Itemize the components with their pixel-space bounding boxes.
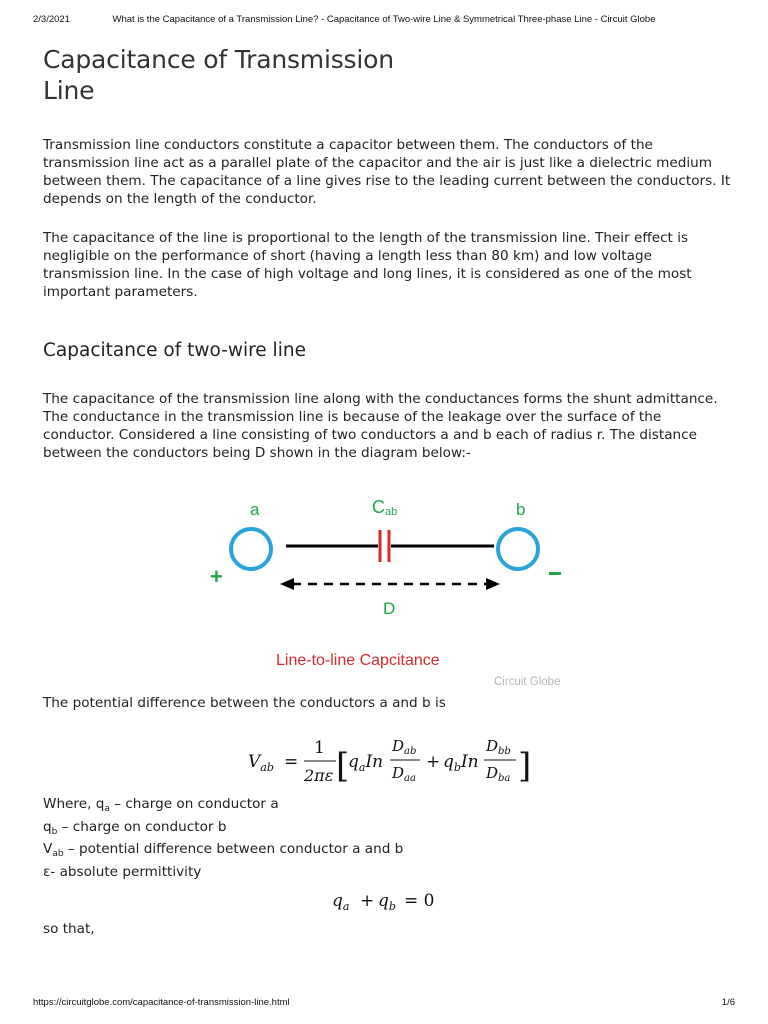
potential-difference-text: The potential difference between the conductors a and b is	[43, 695, 446, 711]
svg-text:Dbb: $D_{bb}$	[486, 737, 511, 757]
label-plus: +	[210, 564, 223, 589]
svg-text:Dba: $D_{ba}$	[486, 764, 511, 784]
svg-text:2πε: 2πε	[304, 766, 334, 785]
print-date: 2/3/2021	[33, 14, 70, 25]
intro-paragraph-2: The capacitance of the line is proportional to the length of the transmission line. Their effect is negligible on the performance of short (having a length less than 80 km) and low voltage transmission line. In the case of high voltage and long lines, it is considered as one of the most important parameters.	[43, 230, 692, 300]
watermark: Circuit Globe	[494, 676, 561, 688]
svg-text:[: [	[336, 746, 350, 786]
definition-qa: Where, $q_a$ – charge on conductor a	[43, 796, 279, 814]
definition-epsilon: ε- absolute permittivity	[43, 863, 202, 880]
label-minus	[549, 572, 561, 575]
svg-text:1: 1	[314, 738, 325, 758]
so-that-text: so that,	[43, 921, 95, 937]
print-page-title: What is the Capacitance of a Transmission Line? - Capacitance of Two-wire Line & Symmetrical Three-phase Line - Circuit Globe	[112, 14, 656, 25]
svg-text:+: +	[360, 891, 375, 911]
charge-sum-formula	[330, 887, 440, 915]
article-title: Capacitance of Transmission Line	[43, 45, 394, 105]
svg-text:qbIn: $q_bIn$	[443, 752, 479, 774]
intro-paragraph-1: Transmission line conductors constitute a capacitor between them. The conductors of the transmission line act as a parallel plate of the capacitor and the air is just like a dielectric medium between them. The capacitance of a line gives rise to the leading current between the conductors. It depends on the length of the conductor.	[43, 137, 731, 207]
label-b: b	[516, 500, 526, 519]
svg-text:+: +	[426, 752, 441, 772]
conductor-b	[498, 529, 538, 569]
svg-text:= 0: = 0	[404, 891, 435, 911]
conductor-a	[231, 529, 271, 569]
definitions-list	[43, 796, 403, 881]
label-a: a	[250, 500, 260, 519]
potential-formula	[248, 733, 538, 793]
distance-arrow-right	[486, 578, 500, 590]
svg-text:Dab: $D_{ab}$	[392, 737, 417, 757]
page-number: 1/6	[721, 997, 735, 1008]
section-paragraph: The capacitance of the transmission line along with the conductances forms the shunt admittance. The conductance in the transmission line is because of the leakage over the surface of the conductor. Considered a line consisting of two conductors a and b each of radius r. The distance between the conductors being D shown in the diagram below:-	[43, 391, 718, 461]
svg-text:qa: $q_a$	[332, 891, 350, 913]
distance-arrow-left	[280, 578, 294, 590]
diagram-caption: Line-to-line Capcitance	[276, 652, 440, 669]
svg-text:Vab: $V_{ab}$	[248, 752, 274, 774]
svg-text:qb: $q_b$	[378, 891, 396, 913]
svg-text:=: =	[284, 752, 299, 772]
page-url[interactable]: https://circuitglobe.com/capacitance-of-transmission-line.html	[33, 997, 290, 1008]
definition-qb: $q_b$ – charge on conductor b	[43, 818, 227, 837]
two-wire-line-diagram	[200, 488, 580, 698]
svg-text:Daa: $D_{aa}$	[392, 764, 416, 784]
definition-vab: $V_{ab}$ – potential difference between conductor a and b	[43, 841, 404, 859]
section-heading: Capacitance of two-wire line	[43, 340, 306, 361]
svg-text:qaIn: $q_aIn$	[348, 752, 384, 774]
svg-text:]: ]	[518, 746, 532, 786]
label-d: D	[383, 599, 396, 618]
label-cab: Cab	[372, 497, 398, 518]
